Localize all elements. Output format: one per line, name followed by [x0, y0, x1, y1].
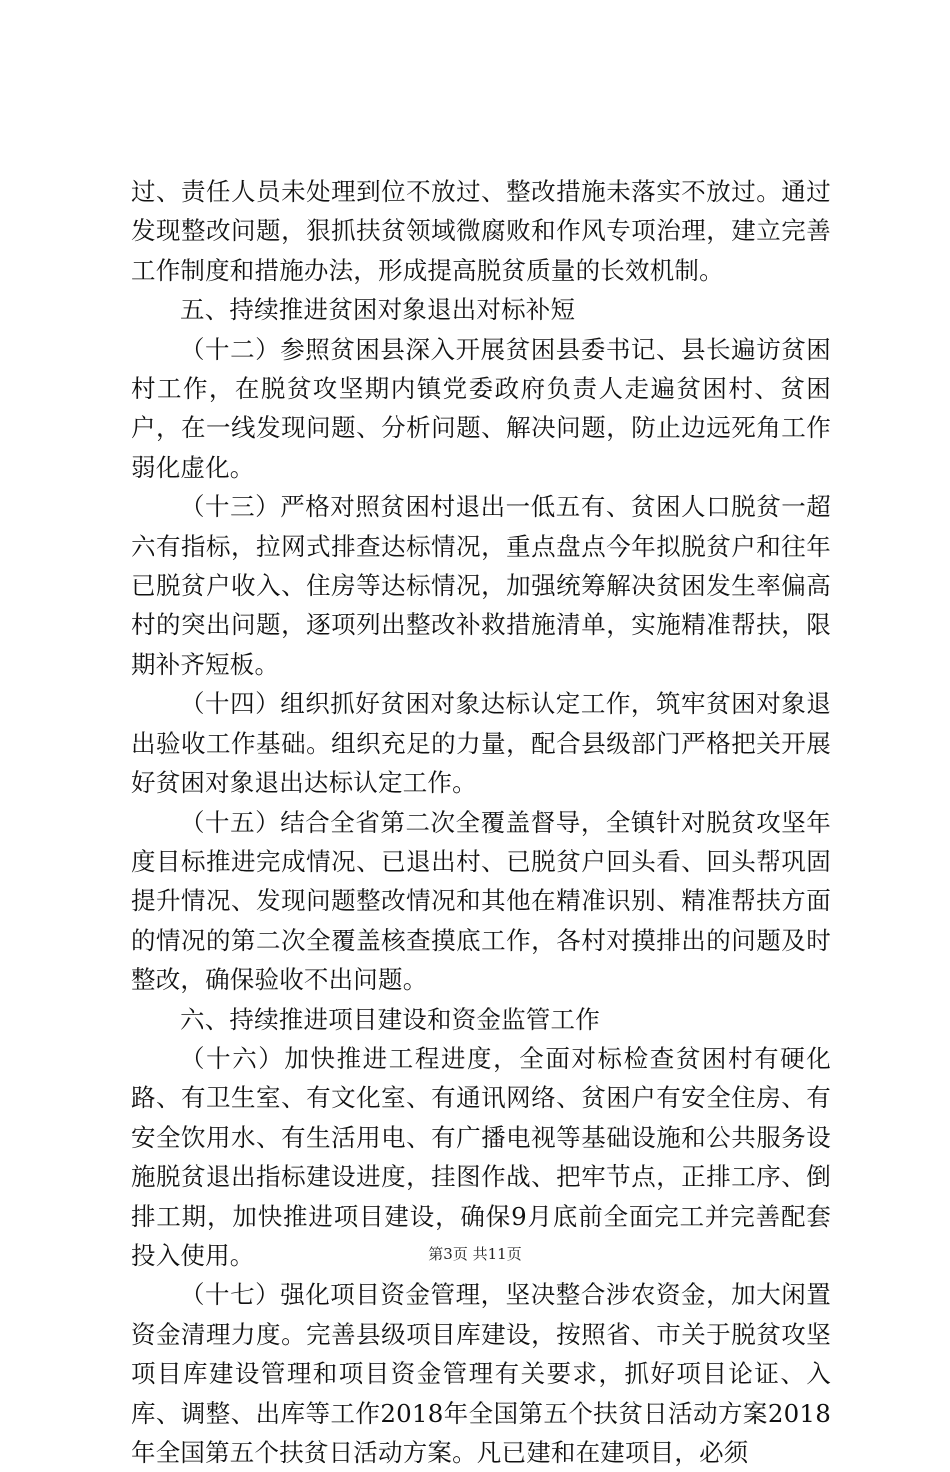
paragraph-item-15: （十五）结合全省第二次全覆盖督导，全镇针对脱贫攻坚年度目标推进完成情况、已退出村、已脱贫户回头看、回头帮巩固提升情况、发现问题整改情况和其他在精准识别、精准帮扶方面的情况的第二次全覆盖核查摸底工作，各村对摸排出的问题及时整改，确保验收不出问题。 [131, 807, 831, 995]
paragraph-item-12: （十二）参照贫困县深入开展贫困县委书记、县长遍访贫困村工作，在脱贫攻坚期内镇党委政府负责人走遍贫困村、贫困户，在一线发现问题、分析问题、解决问题，防止边远死角工作弱化虚化。 [131, 334, 831, 482]
section-heading-five: 五、持续推进贫困对象退出对标补短 [180, 295, 576, 325]
paragraph-item-16: （十六）加快推进工程进度，全面对标检查贫困村有硬化路、有卫生室、有文化室、有通讯网络、贫困户有安全住房、有安全饮用水、有生活用电、有广播电视等基础设施和公共服务设施脱贫退出指标建设进度，挂图作战、把牢节点，正排工序、倒排工期，加快推进项目建设，确保9月底前全面完工并完善配套投入使用。 [131, 1043, 831, 1270]
paragraph-item-17: （十七）强化项目资金管理，坚决整合涉农资金，加大闲置资金清理力度。完善县级项目库建设，按照省、市关于脱贫攻坚项目库建设管理和项目资金管理有关要求，抓好项目论证、入库、调整、出库等工作2018年全国第五个扶贫日活动方案2018年全国第五个扶贫日活动方案。凡已建和在建项目，必须 [131, 1280, 831, 1467]
page-footer: 第3页 共11页 [428, 1245, 522, 1263]
paragraph-item-13: （十三）严格对照贫困村退出一低五有、贫困人口脱贫一超六有指标，拉网式排查达标情况，重点盘点今年拟脱贫户和往年已脱贫户收入、住房等达标情况，加强统筹解决贫困发生率偏高村的突出问题，逐项列出整改补救措施清单，实施精准帮扶，限期补齐短板。 [131, 492, 831, 679]
document-body [131, 172, 831, 1472]
section-heading-six: 六、持续推进项目建设和资金监管工作 [180, 1004, 600, 1034]
paragraph-item-14: （十四）组织抓好贫困对象达标认定工作，筑牢贫困对象退出验收工作基础。组织充足的力量，配合县级部门严格把关开展好贫困对象退出达标认定工作。 [131, 689, 831, 798]
paragraph-continuation: 过、责任人员未处理到位不放过、整改措施未落实不放过。通过发现整改问题，狠抓扶贫领域微腐败和作风专项治理，建立完善工作制度和措施办法，形成提高脱贫质量的长效机制。 [131, 177, 831, 285]
